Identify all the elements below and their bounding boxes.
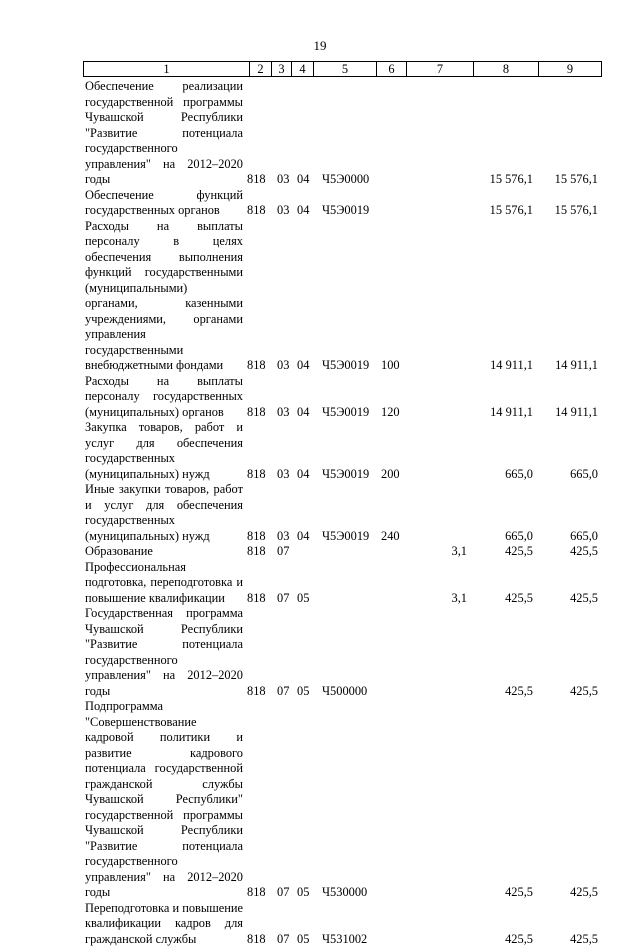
row-description: Расходы на выплаты персоналу в целях обеспечения выполнения функций государственными (муниципальными) органами, казенными учреждениями, органами управления государственными внебюджетными фондами: [85, 219, 243, 374]
cell-col8: 665,0: [505, 529, 533, 545]
header-col-3: 3: [271, 62, 291, 76]
cell-target-article: Ч5Э0019: [322, 405, 369, 421]
table-row: [0, 606, 640, 699]
cell-col9: 14 911,1: [555, 405, 598, 421]
table-row: [0, 374, 640, 421]
table-row: [0, 699, 640, 901]
cell-section: 03: [277, 203, 289, 219]
cell-ministry: 818: [247, 358, 266, 374]
cell-col9: 425,5: [570, 684, 598, 700]
table-row: [0, 482, 640, 544]
row-description: Обеспечение реализации государственной программы Чувашской Республики "Развитие потенциала государственного управления" на 2012–2020 годы: [85, 79, 243, 188]
header-col-9: 9: [538, 62, 601, 76]
cell-col9: 425,5: [570, 591, 598, 607]
cell-subsection: 05: [297, 932, 309, 947]
cell-col9: 15 576,1: [555, 203, 598, 219]
header-col-1: 1: [84, 62, 249, 76]
cell-ministry: 818: [247, 885, 266, 901]
table-row: [0, 901, 640, 947]
cell-expense-type: 240: [381, 529, 400, 545]
cell-target-article: Ч5Э0000: [322, 172, 369, 188]
cell-col8: 14 911,1: [490, 358, 533, 374]
header-col-8: 8: [473, 62, 538, 76]
cell-subsection: 05: [297, 885, 309, 901]
cell-subsection: 04: [297, 203, 309, 219]
cell-section: 07: [277, 544, 289, 560]
cell-col8: 425,5: [505, 684, 533, 700]
cell-ministry: 818: [247, 172, 266, 188]
cell-section: 07: [277, 932, 289, 947]
table-row: [0, 560, 640, 607]
table-row: [0, 188, 640, 219]
cell-ministry: 818: [247, 684, 266, 700]
cell-subsection: 04: [297, 358, 309, 374]
cell-subsection: 04: [297, 172, 309, 188]
header-col-4: 4: [291, 62, 313, 76]
row-description: Подпрограмма "Совершенствование кадровой политики и развитие кадрового потенциала государственной гражданской службы Чувашской Республики" государственной программы Чувашской Республики "Развитие потенциала государственного управления" на 2012–2020 годы: [85, 699, 243, 901]
cell-col8: 425,5: [505, 885, 533, 901]
table-row: [0, 219, 640, 374]
cell-target-article: Ч530000: [322, 885, 367, 901]
cell-section: 03: [277, 172, 289, 188]
cell-col8: 15 576,1: [490, 172, 533, 188]
cell-col9: 425,5: [570, 932, 598, 947]
cell-ministry: 818: [247, 932, 266, 947]
cell-col8: 14 911,1: [490, 405, 533, 421]
cell-target-article: Ч5Э0019: [322, 203, 369, 219]
header-col-7: 7: [406, 62, 473, 76]
row-description: Образование: [85, 544, 243, 560]
cell-col9: 14 911,1: [555, 358, 598, 374]
table-row: [0, 420, 640, 482]
cell-ministry: 818: [247, 467, 266, 483]
cell-target-article: Ч531002: [322, 932, 367, 947]
row-description: Обеспечение функций государственных органов: [85, 188, 243, 219]
cell-col8: 665,0: [505, 467, 533, 483]
cell-ministry: 818: [247, 544, 266, 560]
page-number: 19: [0, 38, 640, 54]
cell-expense-type: 200: [381, 467, 400, 483]
cell-ministry: 818: [247, 405, 266, 421]
cell-section: 07: [277, 591, 289, 607]
cell-ministry: 818: [247, 529, 266, 545]
cell-col7: 3,1: [452, 544, 468, 560]
cell-col8: 15 576,1: [490, 203, 533, 219]
cell-col7: 3,1: [452, 591, 468, 607]
cell-subsection: 04: [297, 467, 309, 483]
row-description: Расходы на выплаты персоналу государственных (муниципальных) органов: [85, 374, 243, 421]
row-description: Иные закупки товаров, работ и услуг для обеспечения государственных (муниципальных) нужд: [85, 482, 243, 544]
header-col-5: 5: [313, 62, 376, 76]
cell-section: 03: [277, 529, 289, 545]
cell-subsection: 04: [297, 529, 309, 545]
cell-section: 03: [277, 467, 289, 483]
cell-ministry: 818: [247, 591, 266, 607]
cell-section: 03: [277, 405, 289, 421]
cell-target-article: Ч5Э0019: [322, 358, 369, 374]
cell-section: 03: [277, 358, 289, 374]
cell-subsection: 04: [297, 405, 309, 421]
cell-col9: 15 576,1: [555, 172, 598, 188]
cell-col8: 425,5: [505, 544, 533, 560]
table-row: [0, 79, 640, 188]
table-header: [83, 61, 602, 77]
cell-ministry: 818: [247, 203, 266, 219]
cell-section: 07: [277, 885, 289, 901]
row-description: Государственная программа Чувашской Республики "Развитие потенциала государственного управления" на 2012–2020 годы: [85, 606, 243, 699]
cell-expense-type: 120: [381, 405, 400, 421]
header-col-2: 2: [249, 62, 271, 76]
cell-col8: 425,5: [505, 591, 533, 607]
cell-col9: 665,0: [570, 529, 598, 545]
header-col-6: 6: [376, 62, 406, 76]
cell-col8: 425,5: [505, 932, 533, 947]
row-description: Профессиональная подготовка, переподготовка и повышение квалификации: [85, 560, 243, 607]
row-description: Закупка товаров, работ и услуг для обеспечения государственных (муниципальных) нужд: [85, 420, 243, 482]
cell-col9: 425,5: [570, 544, 598, 560]
cell-subsection: 05: [297, 684, 309, 700]
cell-col9: 425,5: [570, 885, 598, 901]
row-description: Переподготовка и повышение квалификации кадров для гражданской службы: [85, 901, 243, 947]
cell-expense-type: 100: [381, 358, 400, 374]
table-row: [0, 544, 640, 560]
cell-subsection: 05: [297, 591, 309, 607]
cell-target-article: Ч5Э0019: [322, 529, 369, 545]
table-body: [0, 79, 640, 947]
cell-col9: 665,0: [570, 467, 598, 483]
cell-target-article: Ч500000: [322, 684, 367, 700]
cell-section: 07: [277, 684, 289, 700]
cell-target-article: Ч5Э0019: [322, 467, 369, 483]
